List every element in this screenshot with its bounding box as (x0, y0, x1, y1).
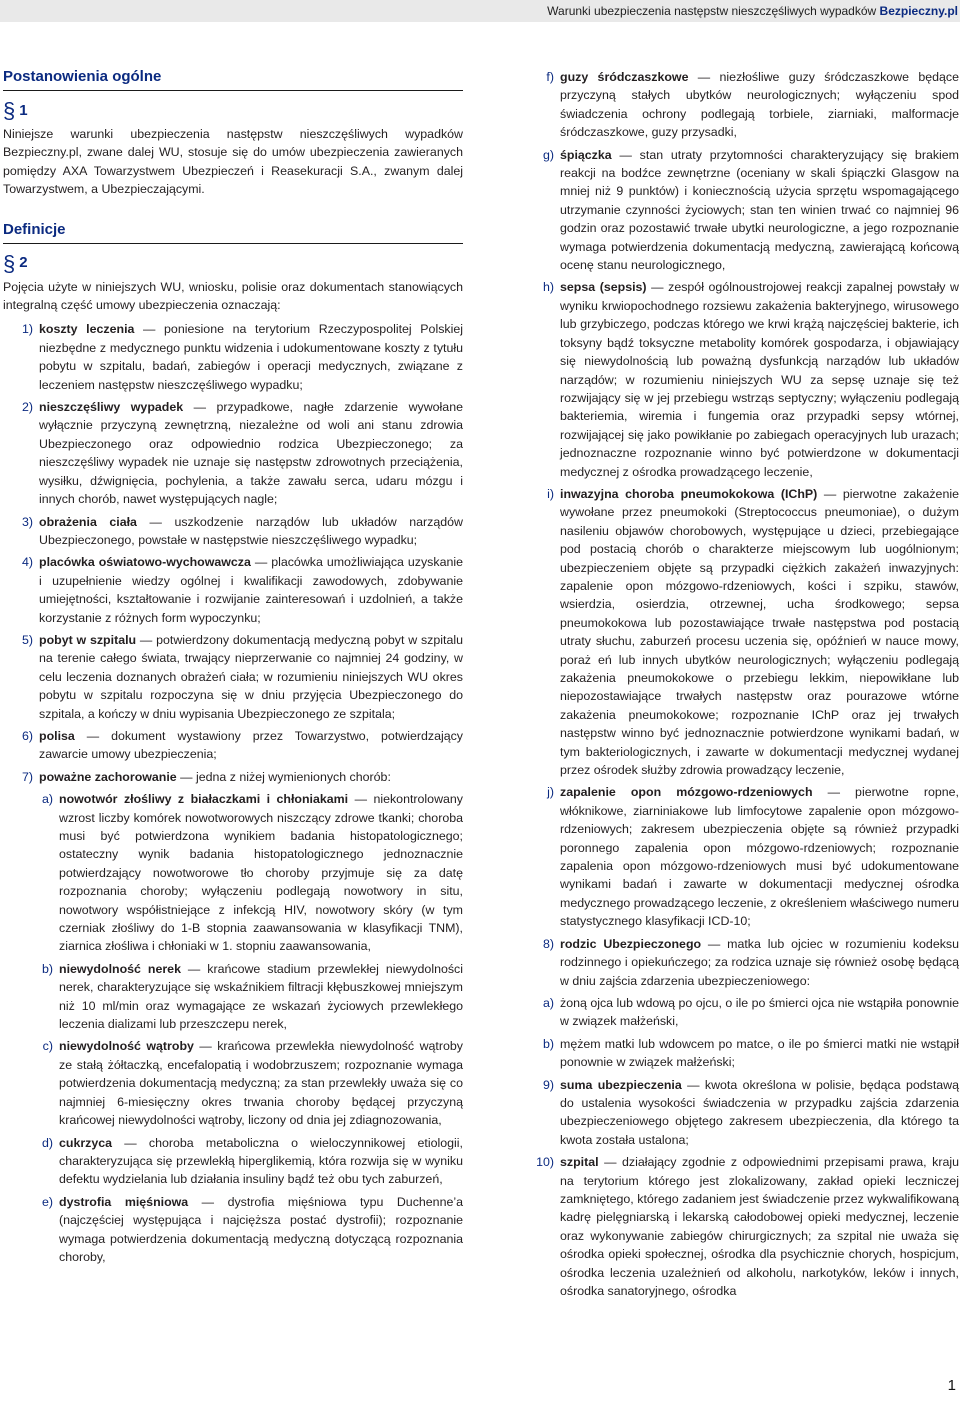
item-term: placówka oświatowo-wychowawcza (39, 555, 251, 570)
item-number: 5) (21, 632, 33, 647)
definition-subitem (3, 1037, 463, 1129)
item-number: 1) (21, 322, 33, 337)
definition-item (3, 320, 463, 394)
paragraph-sign: § (3, 98, 16, 123)
item-body (560, 1035, 959, 1072)
item-term: zapalenie opon mózgowo-rdzeniowych (560, 785, 813, 800)
definition-subitem (508, 278, 959, 480)
left-column (3, 68, 463, 1270)
item-number: i) (547, 486, 554, 501)
item-term: polisa (39, 728, 75, 743)
definition-subitem (3, 790, 463, 956)
item-number: b) (542, 1036, 554, 1051)
paragraph-heading-2 (3, 250, 463, 276)
item-text: — dystrofia mięśniowa typu Duchenne’a (najczęściej występująca i najcięższa postać dystrofii); rozpoznanie wymaga potwierdzenia dokumentacją medyczną dotyczącą rozpoznania choroby, (59, 1194, 463, 1264)
item-body (59, 960, 463, 1034)
definition-item (3, 513, 463, 550)
item-body (560, 68, 959, 142)
item-body (560, 485, 959, 780)
item-body (59, 1193, 463, 1267)
paragraph-heading-1 (3, 98, 463, 123)
item-text: — pierwotne zakażenie wywołane przez pneumokoki (Streptococcus pneumoniae), o dużym nasileniu objawów chorobowych, występujące u dzieci, przebiegające pod postacią chorób o charakterze miejscowym lub uogólnionym; ubezpieczeniem objęte są przypadki ciężkich zakażeń inwazyjnych: zapalenie opon mózgowo-rdzeniowych, kości i szpiku, stawów, wsierdzia, osierdzia, otrzewnej, ucha środkowego; sepsa pneumokokowa lub pozostawiające trwałe następstwa pod postacią utraty słuchu, zaburzeń procesu uczenia się, opóźnień w nauce mowy, poraż eń lub innych ubytków neurologicznych; wyłączeniu podlegają zakażenia pneumokokowe o przebiegu lekkim, niepowikłane lub niepozostawiające trwałych następstw oraz pourazowe wtórne zakażenia pneumokokowe; rozpoznanie IChP oraz jej trwałych następstw winno być jednoznacznie potwierdzone wynikami badań, w tym bakteriologicznych, i zawarte w dokumentacji medycznej wydanej przez ośrodek służby zdrowia prowadzący leczenie, (560, 486, 959, 778)
item-text: — placówka umożliwiająca uzyskanie i uzupełnienie wiedzy ogólnej i kwalifikacji zawodowych, zdobywanie umiejętności, kształtowanie i rozwijanie zainteresowań i uzdolnień, a także korzystanie z różnych form wypoczynku; (39, 555, 463, 625)
item-body (560, 278, 959, 480)
page-number: 1 (947, 1377, 956, 1394)
parent-definition-list (508, 994, 959, 1072)
item-body (560, 146, 959, 275)
item-number: 2) (21, 400, 33, 415)
item-term: sepsa (sepsis) (560, 280, 647, 295)
item-term: suma ubezpieczenia (560, 1077, 682, 1092)
item-term: guzy śródczaszkowe (560, 70, 689, 84)
header-title: Warunki ubezpieczenia następstw nieszczęśliwych wypadków (547, 4, 877, 18)
section-title-general: Postanowienia ogólne (3, 68, 463, 91)
section-title-definitions: Definicje (3, 221, 463, 244)
item-number: d) (41, 1135, 53, 1150)
item-number: f) (546, 70, 554, 84)
item-body (39, 513, 463, 550)
item-body (39, 398, 463, 508)
item-number: 4) (21, 555, 33, 570)
item-term: inwazyjna choroba pneumokokowa (IChP) (560, 486, 818, 501)
item-term: niewydolność wątroby (59, 1039, 194, 1054)
definition-item (3, 398, 463, 508)
paragraph-number: 1 (19, 101, 28, 119)
item-number: 3) (21, 514, 33, 529)
item-text: — poniesione na terytorium Rzeczypospolitej Polskiej niezbędne z medycznego punktu widzenia i udokumentowane koszty z tytułu pobytu w szpitalu, badań, zabiegów i operacji medycznych, związane z leczeniem następstw nieszczęśliwego wypadku; (39, 322, 463, 392)
serious-illness-list-continued (508, 68, 959, 931)
item-body (59, 1037, 463, 1129)
item-text: — niezłośliwe guzy śródczaszkowe będące przyczyną stałych ubytków neurologicznych; wyłączeniu spod świadczenia ochrony podlegają torbiele, ziarniaki, malformacje śródczaszkowe, guzy przysadki, (560, 70, 959, 140)
item-text: — dokument wystawiony przez Towarzystwo, potwierdzający zawarcie umowy ubezpieczenia; (39, 728, 463, 762)
right-column (508, 68, 959, 1304)
item-body (39, 320, 463, 394)
item-text: — potwierdzony dokumentacją medyczną pobyt w szpitalu na terenie całego świata, trwający nieprzerwanie co najmniej 24 godziny, w celu leczenia doznanych obrażeń ciała; w rozumieniu niniejszych WU okres pobytu w szpitalu rozpoczyna się w dniu przyjęcia Ubezpieczonego do szpitala, a kończy w dniu wypisania Ubezpieczonego ze szpitala; (39, 632, 463, 721)
definition-item (3, 768, 463, 786)
definition-subitem (508, 783, 959, 930)
definitions-intro: Pojęcia użyte w niniejszych WU, wniosku, polisie oraz dokumentach stanowiących integralną część umowy ubezpieczenia oznaczają: (3, 279, 463, 313)
general-provisions-text: Niniejsze warunki ubezpieczenia następstw nieszczęśliwych wypadków Bezpieczny.pl, zwane dalej WU, stosuje się do umów ubezpieczenia zawieranych pomiędzy AXA Towarzystwem Ubezpieczeń i Reasekuracji S.A., zwanym dalej Towarzystwem, a Ubezpieczającymi. (3, 127, 463, 197)
item-body (560, 1076, 959, 1150)
item-term: śpiączka (560, 147, 612, 162)
definitions-list (3, 320, 463, 786)
item-text: — jedna z niżej wymienionych chorób: (176, 769, 391, 784)
item-number: j) (547, 785, 554, 800)
item-body (59, 790, 463, 956)
item-number: g) (542, 147, 554, 162)
item-number: a) (41, 792, 53, 807)
definition-subitem (508, 994, 959, 1031)
item-body (560, 783, 959, 930)
item-text: — działający zgodnie z odpowiednimi przepisami prawa, kraju na terytorium którego jest zlokalizowany, zakład opieki leczniczej zamkniętego, którego zadaniem jest świadczenie przez wykwalifikowaną kadrę pielęgniarską i lekarską całodobowej opieki medycznej, leczenie oraz wykonywanie zabiegów chirurgicznych; za szpital nie uważa się ośrodka opieki społecznej, ośrodka dla psychicznie chorych, hospicjum, ośrodka leczenia uzależnień od alkoholu, narkotyków, leków i innych, ośrodka sanatoryjnego, ośrodka (560, 1155, 959, 1298)
item-text: żoną ojca lub wdową po ojcu, o ile po śmierci ojca nie wstąpiła ponownie w związek małżeński, (560, 995, 959, 1029)
page-header (0, 0, 960, 24)
definition-subitem (3, 1134, 463, 1189)
item-text: — kwota określona w polisie, będąca podstawą do ustalenia wysokości świadczenia w przypadku zajścia zdarzenia ubezpieczeniowego objętego zakresem ubezpieczenia, dla którego ta kwota została ustalona; (560, 1077, 959, 1147)
header-brand: Bezpieczny.pl (879, 4, 958, 18)
item-text: — krańcowe stadium przewlekłej niewydolności nerek, charakteryzujące się wskaźnikiem filtracji kłębuszkowej mniejszym niż 10 ml/min oraz wymagające ze wskazań życiowych przewlekłego leczenia dializami lub przeszczepu nerek, (59, 961, 464, 1032)
item-body (560, 994, 959, 1031)
definitions-list-continued-2 (508, 1076, 959, 1301)
item-body (39, 631, 463, 723)
paragraph-sign: § (3, 250, 16, 276)
item-number: h) (542, 280, 554, 295)
item-number: 7) (21, 769, 33, 784)
definition-item (3, 553, 463, 627)
item-term: obrażenia ciała (39, 514, 137, 529)
paragraph-number: 2 (19, 254, 28, 272)
item-term: nieszczęśliwy wypadek (39, 400, 184, 415)
item-text: — choroba metaboliczna o wieloczynnikowej etiologii, charakteryzująca się przewlekłą hiperglikemią, która rozwija się w wyniku defektu wydzielania lub działania insuliny bądź też obu tych zaburzeń, (59, 1135, 463, 1187)
item-term: nowotwór złośliwy z białaczkami i chłoniakami (59, 792, 349, 807)
item-term: szpital (560, 1155, 599, 1170)
definition-subitem (3, 1193, 463, 1267)
definition-item (508, 935, 959, 990)
item-body (59, 1134, 463, 1189)
item-term: koszty leczenia (39, 322, 135, 337)
definition-item (508, 1076, 959, 1150)
item-body (39, 553, 463, 627)
definition-subitem (3, 960, 463, 1034)
item-term: pobyt w szpitalu (39, 632, 137, 647)
item-number: c) (42, 1039, 53, 1054)
item-number: e) (41, 1194, 53, 1209)
item-body (560, 1153, 959, 1300)
item-text: — pierwotne ropne, włóknikowe, ziarniniakowe lub limfocytowe zapalenie opon mózgowo-rdzeniowych; zakresem ubezpieczenia objęte są również przypadki poronnego zapalenia opon mózgowo-rdzeniowych; rozpoznanie zapalenia opon mózgowo-rdzeniowych musi być udokumentowane wynikami badań i zawarte w dokumentacji medycznej ośrodka medycznego prowadzącego leczenie, z określeniem właściwego numeru statystycznego klasyfikacji ICD-10; (560, 785, 959, 929)
item-term: niewydolność nerek (59, 961, 181, 976)
definition-item (508, 1153, 959, 1300)
item-text: — krańcowa przewlekła niewydolność wątroby ze stałą żółtaczką, encefalopatią i wodobrzuszem; rozpoznanie wymaga potwierdzenia dokumentacją medyczną; za stan przewlekły uważa się co najmniej 6-miesięczny okres trwania choroby będącej przyczyną krańcowej niewydolności wątroby, liczony od dnia jej zdiagnozowania, (59, 1039, 463, 1128)
item-text: — matka lub ojciec w rozumieniu kodeksu rodzinnego i opiekuńczego; za rodzica uznaje się również osobę będącą w dniu zajścia zdarzenia ubezpieczeniowego: (560, 936, 959, 988)
definition-subitem (508, 485, 959, 780)
item-term: cukrzyca (59, 1135, 113, 1150)
header-text (547, 4, 958, 18)
definitions-list-continued (508, 935, 959, 990)
item-body (39, 727, 463, 764)
definition-subitem (508, 68, 959, 142)
item-term: poważne zachorowanie (39, 769, 177, 784)
item-text: — zespół ogólnoustrojowej reakcji zapalnej powstały w wyniku krwiopochodnego rozsiewu zakażenia bakteryjnego, wirusowego lub grzybiczego, podczas którego we krwi krążą najczęściej bakterie, ich toksyny bądź toksyczne metabolity komórek gospodarza, i objawiający się niewydolnością lub poważną dysfunkcją narządów lub układów narządów; w rozumieniu niniejszych WU za sepsę uznaje się też rozwijający się w jej przebiegu wstrząs septyczny; wyłączeniu podlegają bakteriemia, wiremia i fungemia oraz przypadki sepsy wtórnej, rozwijającej się jako powikłanie po zabiegach operacyjnych lub urazach; jednoznaczne rozpoznanie winno być potwierdzone w dokumentacji medycznej z ośrodka prowadzącego leczenie, (560, 280, 959, 479)
item-number: 8) (542, 936, 554, 951)
item-number: b) (41, 961, 53, 976)
item-text: — niekontrolowany wzrost liczby komórek nowotworowych niszczący zdrowe tkanki; choroba musi być potwierdzona wynikiem badania histopatologicznego; ostateczny wynik badania histopatologicznego jednoznacznie potwierdzający nowotworowe tło choroby przyjmuje się za datę rozpoznania choroby; wyłączeniu podlegają nowotwory in situ, nowotwory współistniejące z infekcją HIV, nowotwory skóry (w tym czerniak złośliwy do 1-B stopnia zaawansowania w klasyfikacji TNM), ziarnica złośliwa i chłoniaki w 1. stopniu zaawansowania, (59, 792, 463, 954)
definition-subitem (508, 146, 959, 275)
serious-illness-list (3, 790, 463, 1266)
item-term: dystrofia mięśniowa (59, 1194, 189, 1209)
item-text: — uszkodzenie narządów lub układów narządów Ubezpieczonego, powstałe w następstwie nieszczęśliwego wypadku; (39, 514, 463, 547)
item-number: 6) (21, 728, 33, 743)
item-text: mężem matki lub wdowcem po matce, o ile po śmierci matki nie wstąpił ponownie w związek małżeński; (560, 1036, 959, 1070)
definition-item (3, 727, 463, 764)
item-number: a) (542, 995, 554, 1010)
item-term: rodzic Ubezpieczonego (560, 936, 702, 951)
item-body (560, 935, 959, 990)
item-number: 10) (536, 1155, 554, 1170)
item-number: 9) (542, 1077, 554, 1092)
item-body (39, 768, 463, 786)
definition-subitem (508, 1035, 959, 1072)
definition-item (3, 631, 463, 723)
item-text: — stan utraty przytomności charakteryzujący się brakiem reakcji na bodźce zewnętrzne (oceniany w skali śpiączki Glasgow na mniej niż 9 punktów) i koniecznością użycia sprzętu wspomagającego utrzymanie czynności życiowych; stan ten winien trwać co najmniej 96 godzin oraz pozostawić trwałe ubytki neurologiczne, a jego rozpoznanie wymaga potwierdzenia dokumentacją medyczną, zawierającą końcową ocenę stanu neurologicznego, (560, 147, 959, 273)
item-text: — przypadkowe, nagłe zdarzenie wywołane wyłącznie przyczyną zewnętrzną, niezależne od woli ani stanu zdrowia Ubezpieczonego oraz odpowiednio rodzica Ubezpieczonego; za nieszczęśliwy wypadek nie uznaje się następstw zdrowotnych przeciążenia, wysiłku, dźwignięcia, pochylenia, a także zawału serca, udaru mózgu i innych chorób, nawet występujących nagle; (39, 400, 463, 507)
